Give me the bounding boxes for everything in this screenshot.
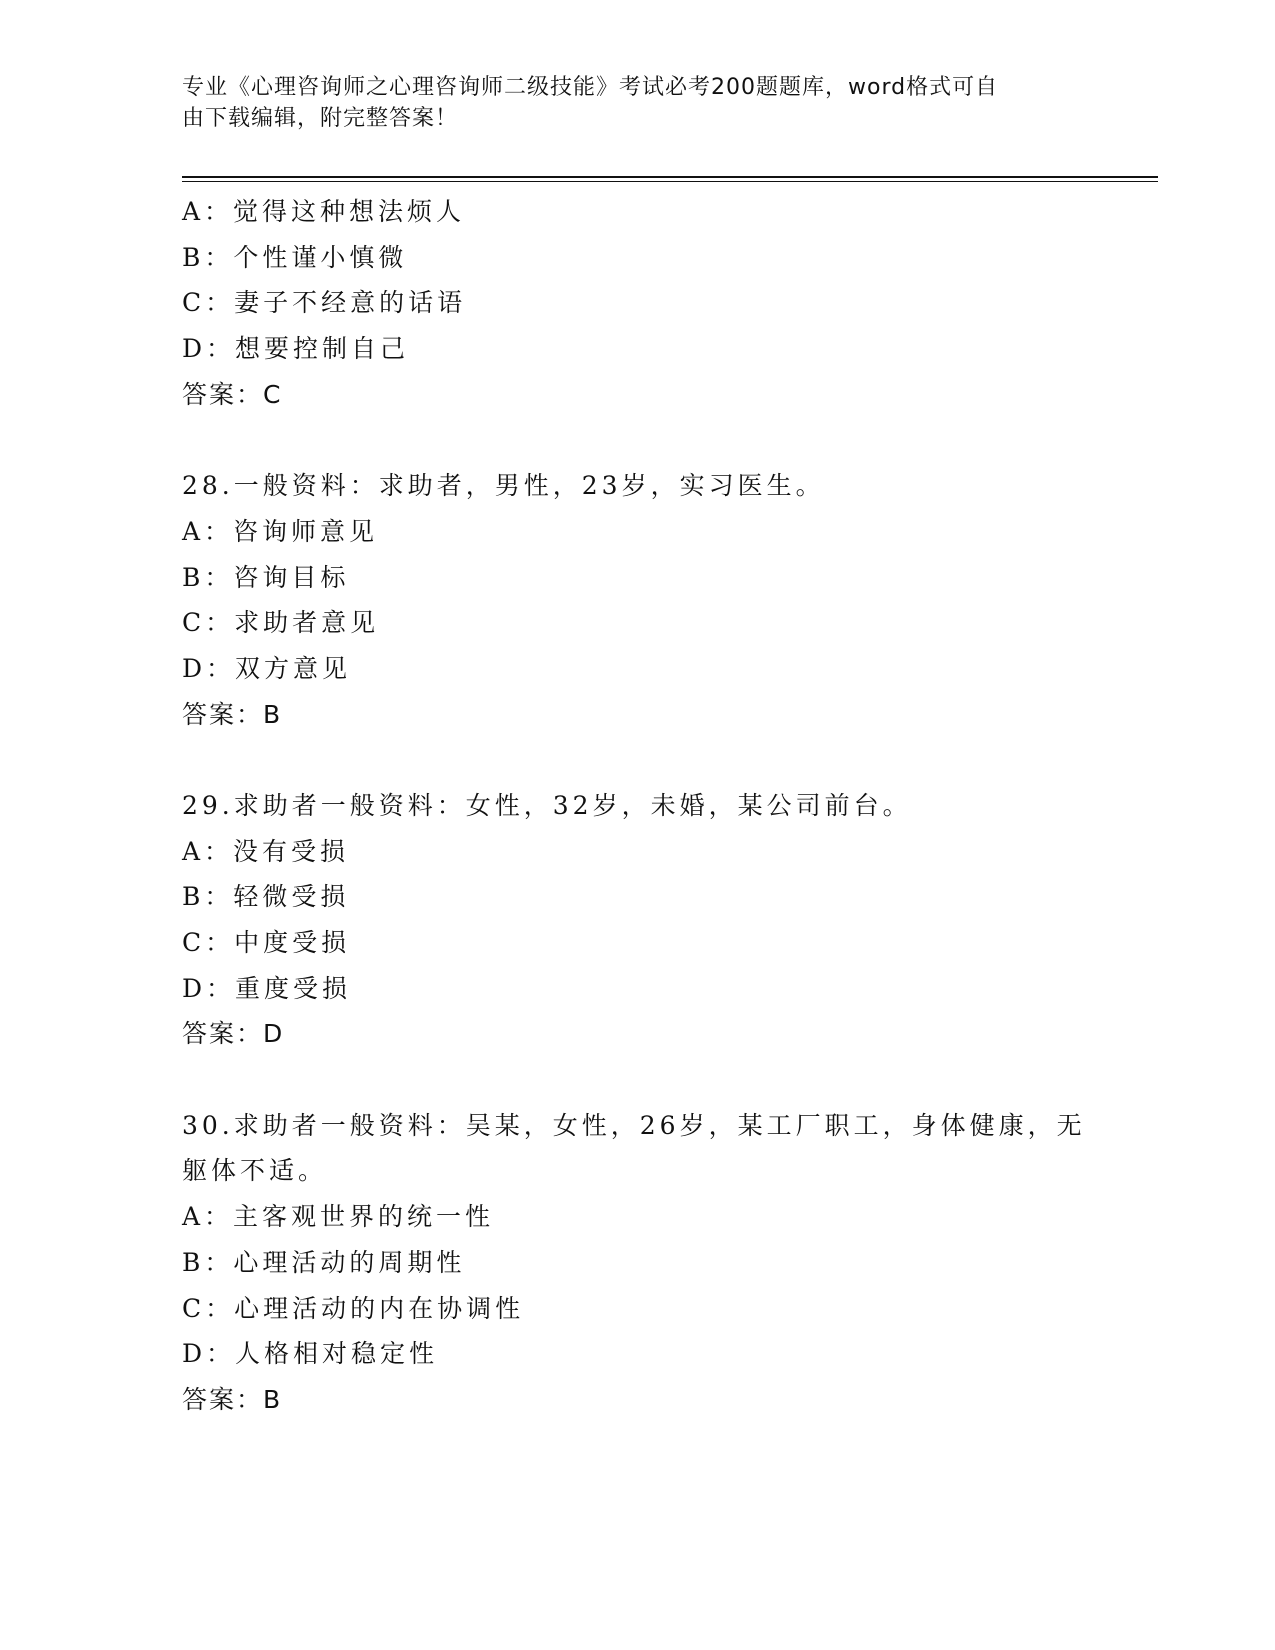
spacer <box>182 737 1082 783</box>
option-d: D：重度受损 <box>182 973 352 1003</box>
option-b: B：个性谨小慎微 <box>182 242 408 272</box>
option-c: C：中度受损 <box>182 928 351 957</box>
option-d: D：想要控制自己 <box>182 334 410 364</box>
answer-line: 答案：B <box>182 699 283 729</box>
question-block-27 <box>182 189 1082 417</box>
header-divider-thin <box>182 181 1158 182</box>
question-text: 29.求助者一般资料：女性，32岁，未婚，某公司前台。 <box>182 790 912 820</box>
question-block-29 <box>182 783 1082 1057</box>
header-line-2: 由下载编辑，附完整答案！ <box>182 106 459 131</box>
option-c: C：妻子不经意的话语 <box>182 288 467 318</box>
answer-line: 答案：D <box>182 1019 285 1049</box>
question-list <box>182 189 1086 1423</box>
answer-line: 答案：C <box>182 379 283 409</box>
answer-line: 答案：B <box>182 1384 283 1414</box>
option-d: D：人格相对稳定性 <box>182 1339 439 1369</box>
spacer <box>182 1057 1082 1103</box>
option-d: D：双方意见 <box>182 653 352 683</box>
question-block-30 <box>182 1103 1086 1423</box>
option-b: B：心理活动的周期性 <box>182 1247 466 1277</box>
option-a: A：咨询师意见 <box>182 516 379 546</box>
question-text-line-1: 30.求助者一般资料：吴某，女性，26岁，某工厂职工，身体健康，无 <box>182 1110 1086 1140</box>
header-divider-thick <box>182 176 1158 178</box>
question-block-28 <box>182 463 1082 737</box>
question-text: 28.一般资料：求助者，男性，23岁，实习医生。 <box>182 471 825 501</box>
option-b: B：轻微受损 <box>182 882 350 912</box>
option-a: A：主客观世界的统一性 <box>182 1202 495 1232</box>
option-b: B：咨询目标 <box>182 562 350 592</box>
spacer <box>182 417 1082 463</box>
header-line-1: 专业《心理咨询师之心理咨询师二级技能》考试必考200题题库，word格式可自 <box>182 75 999 100</box>
option-c: C：求助者意见 <box>182 608 380 638</box>
option-a: A：没有受损 <box>182 836 350 866</box>
question-text-line-2: 躯体不适。 <box>182 1156 328 1186</box>
option-a: A：觉得这种想法烦人 <box>182 197 466 226</box>
document-header <box>182 72 1062 134</box>
option-c: C：心理活动的内在协调性 <box>182 1293 525 1323</box>
